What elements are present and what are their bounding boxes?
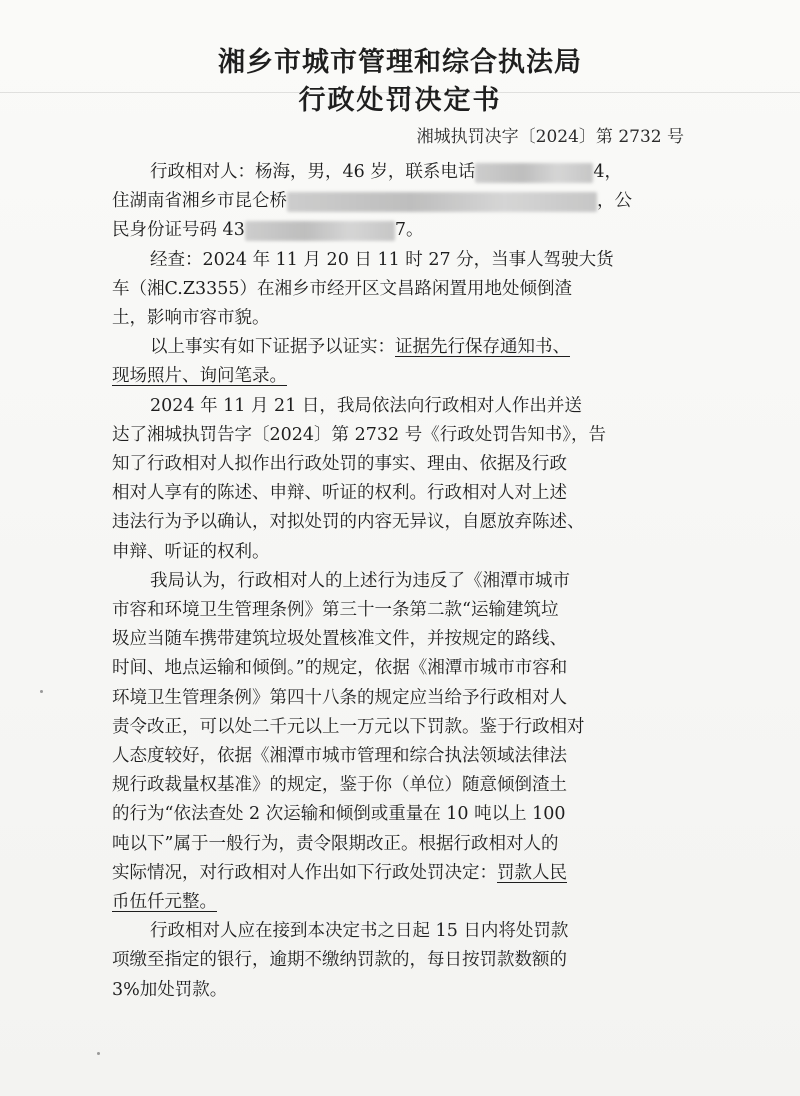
address-text: 住湖南省湘乡市昆仑桥	[112, 191, 287, 212]
evidence-list: 证据先行保存通知书、	[395, 337, 570, 358]
text-line	[150, 158, 622, 183]
penalty-amount: 罚款人民	[497, 862, 567, 883]
redacted-address	[287, 192, 597, 212]
text-fragment: 4，	[593, 162, 622, 182]
text-line: 3%加处罚款。	[112, 979, 228, 1000]
text-line: 规行政裁量权基准》的规定，鉴于你（单位）随意倾倒渣土	[112, 775, 567, 796]
text-line: 的行为“依法查处 2 次运输和倾倒或重量在 10 吨以上 100	[112, 804, 566, 825]
id-number-text: 民身份证号码 43	[112, 220, 245, 241]
text-line	[150, 333, 570, 358]
text-line	[112, 216, 423, 241]
text-line: 行政相对人应在接到本决定书之日起 15 日内将处罚款	[150, 921, 569, 942]
text-line: 人态度较好，依据《湘潭市城市管理和综合执法领域法律法	[112, 746, 567, 766]
text-line: 知了行政相对人拟作出行政处罚的事实、理由、依据及行政	[112, 454, 567, 474]
redacted-phone	[475, 163, 593, 183]
penalty-amount: 币伍仟元整。	[112, 892, 217, 912]
text-line: 违法行为予以确认，对拟处罚的内容无异议，自愿放弃陈述、	[112, 512, 585, 533]
text-line: 土，影响市容市貌。	[112, 308, 270, 328]
text-line: 经查：2024 年 11 月 20 日 11 时 27 分，当事人驾驶大货	[150, 249, 614, 270]
text-line: 时间、地点运输和倾倒。”的规定，依据《湘潭市城市市容和	[112, 658, 568, 679]
text-line: 圾应当随车携带建筑垃圾处置核准文件，并按规定的路线、	[112, 629, 567, 650]
text-line: 申辩、听证的权利。	[112, 541, 270, 562]
text-line: 责令改正，可以处二千元以上一万元以下罚款。鉴于行政相对	[112, 716, 585, 737]
text-line: 达了湘城执罚告字〔2024〕第 2732 号《行政处罚告知书》，告	[112, 424, 606, 445]
evidence-intro: 以上事实有如下证据予以证实：	[150, 337, 395, 358]
respondent-info: 行政相对人：杨海，男，46 岁，联系电话	[150, 162, 476, 182]
scan-speck	[40, 690, 43, 693]
text-line: 相对人享有的陈述、申辩、听证的权利。行政相对人对上述	[112, 483, 567, 504]
text-line: 项缴至指定的银行，逾期不缴纳罚款的，每日按罚款数额的	[112, 950, 567, 971]
document-title: 行政处罚决定书	[298, 85, 502, 116]
text-line	[112, 187, 632, 212]
scan-speck	[97, 1052, 100, 1055]
text-line: 车（湘C.Z3355）在湘乡市经开区文昌路闲置用地处倾倒渣	[112, 278, 573, 299]
text-line: 我局认为，行政相对人的上述行为违反了《湘潭市城市	[150, 570, 570, 591]
text-fragment: ，公	[597, 191, 632, 212]
text-line	[112, 859, 567, 884]
document-number: 湘城执罚决字〔2024〕第 2732 号	[416, 127, 684, 147]
decision-text: 实际情况，对行政相对人作出如下行政处罚决定：	[112, 862, 497, 883]
text-fragment: 7。	[394, 220, 424, 241]
org-title: 湘乡市城市管理和综合执法局	[218, 47, 582, 78]
redacted-id-number	[245, 221, 395, 241]
text-line: 2024 年 11 月 21 日，我局依法向行政相对人作出并送	[150, 395, 582, 416]
evidence-list: 现场照片、询问笔录。	[112, 366, 287, 387]
text-line: 环境卫生管理条例》第四十八条的规定应当给予行政相对人	[112, 687, 567, 708]
text-line: 市容和环境卫生管理条例》第三十一条第二款“运输建筑垃	[112, 600, 559, 620]
text-line: 吨以下”属于一般行为，责令限期改正。根据行政相对人的	[112, 833, 559, 854]
